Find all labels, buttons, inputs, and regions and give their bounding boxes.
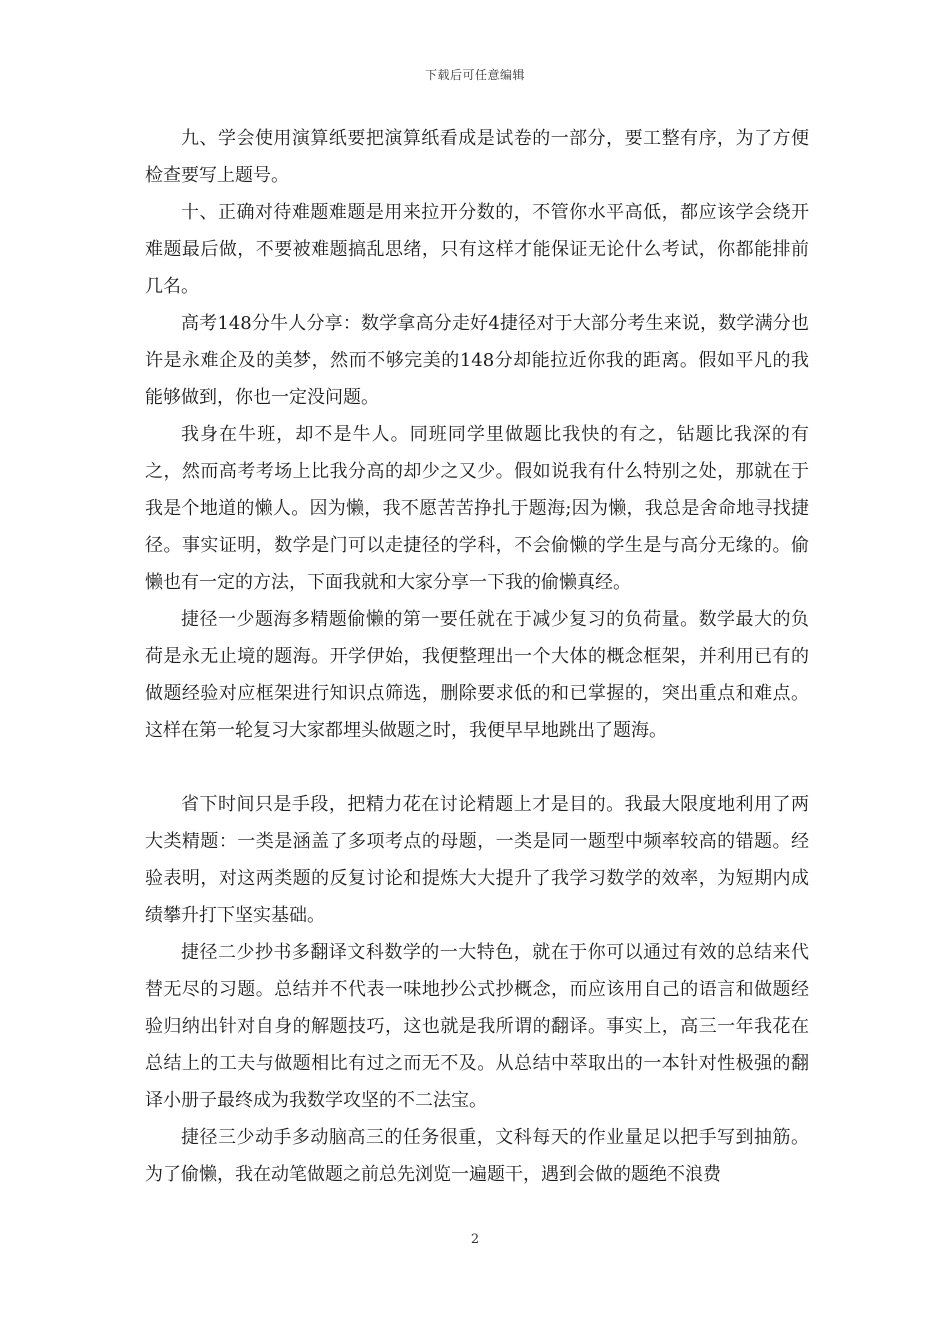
- document-body: [145, 120, 809, 1193]
- paragraph-7: 捷径二少抄书多翻译文科数学的一大特色，就在于你可以通过有效的总结来代替无尽的习题。总结并不代表一味地抄公式抄概念，而应该用自己的语言和做题经验归纳出针对自身的解题技巧，这也就是我所谓的翻译。事实上，高三一年我花在总结上的工夫与做题相比有过之而无不及。从总结中萃取出的一本针对性极强的翻译小册子最终成为我数学攻坚的不二法宝。: [145, 942, 809, 1111]
- paragraph-5: 捷径一少题海多精题偷懒的第一要任就在于减少复习的负荷量。数学最大的负荷是永无止境的题海。开学伊始，我便整理出一个大体的概念框架，并利用已有的做题经验对应框架进行知识点筛选，删除要求低的和已掌握的，突出重点和难点。这样在第一轮复习大家都埋头做题之时，我便早早地跳出了题海。: [145, 609, 809, 741]
- paragraph-6: 省下时间只是手段，把精力花在讨论精题上才是目的。我最大限度地利用了两大类精题：一类是涵盖了多项考点的母题，一类是同一题型中频率较高的错题。经验表明，对这两类题的反复讨论和提炼大大提升了我学习数学的效率，为短期内成绩攀升打下坚实基础。: [145, 794, 809, 926]
- paragraph-3: 高考148分牛人分享：数学拿高分走好4捷径对于大部分考生来说，数学满分也许是永难企及的美梦，然而不够完美的148分却能拉近你我的距离。假如平凡的我能够做到，你也一定没问题。: [145, 313, 809, 408]
- page-number: 2: [470, 1232, 480, 1247]
- paragraph-8: 捷径三少动手多动脑高三的任务很重，文科每天的作业量足以把手写到抽筋。为了偷懒，我在动笔做题之前总先浏览一遍题干，遇到会做的题绝不浪费: [145, 1127, 809, 1185]
- paragraph-4: 我身在牛班，却不是牛人。同班同学里做题比我快的有之，钻题比我深的有之，然而高考考场上比我分高的却少之又少。假如说我有什么特别之处，那就在于我是个地道的懒人。因为懒，我不愿苦苦挣扎于题海;因为懒，我总是舍命地寻找捷径。事实证明，数学是门可以走捷径的学科，不会偷懒的学生是与高分无缘的。偷懒也有一定的方法，下面我就和大家分享一下我的偷懒真经。: [145, 424, 809, 593]
- page-header: 下载后可任意编辑: [424, 68, 525, 82]
- paragraph-2: 十、正确对待难题难题是用来拉开分数的，不管你水平高低，都应该学会绕开难题最后做，不要被难题搞乱思绪，只有这样才能保证无论什么考试，你都能排前几名。: [145, 202, 809, 297]
- paragraph-1: 九、学会使用演算纸要把演算纸看成是试卷的一部分，要工整有序，为了方便检查要写上题号。: [145, 128, 809, 186]
- paragraph-spacer: [145, 749, 809, 786]
